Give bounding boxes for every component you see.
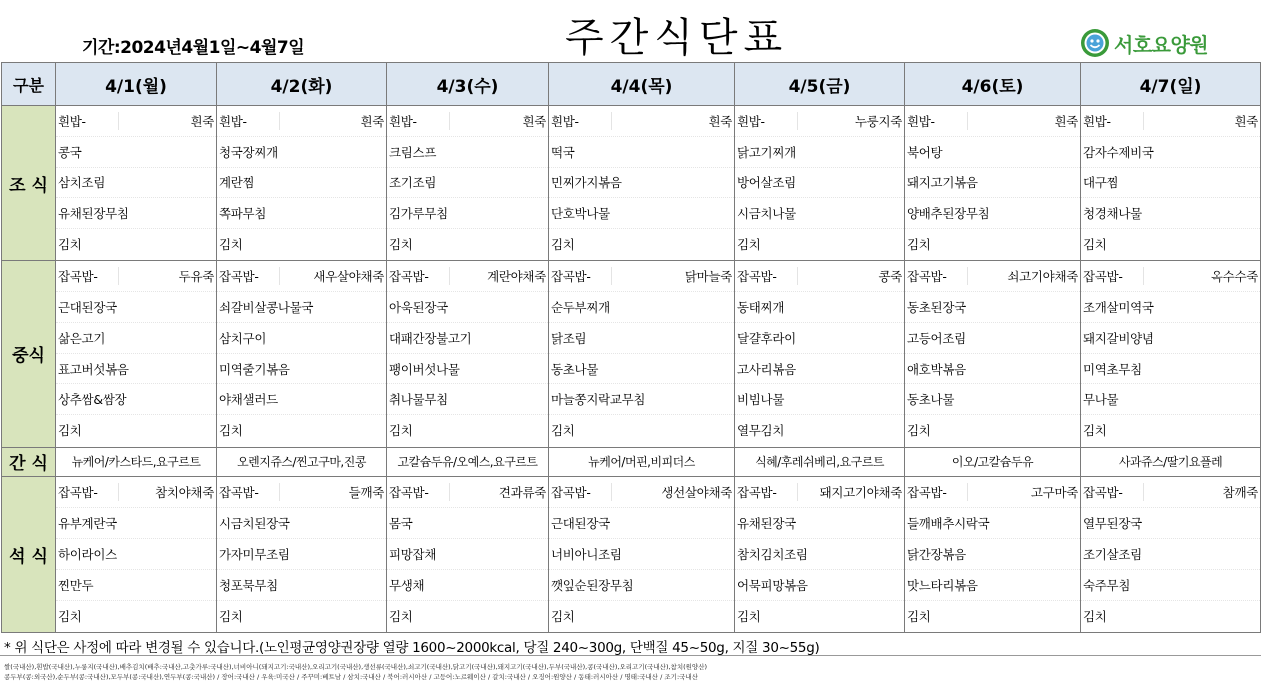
dish-item: 순두부찌개: [549, 292, 734, 323]
dish-item: 야채샐러드: [217, 384, 386, 415]
porridge-item: 견과류죽: [498, 484, 546, 500]
rice-item: 흰밥-: [551, 112, 612, 130]
dish-item: 숙주무침: [1081, 570, 1260, 601]
dish-item: 고등어조림: [905, 323, 1080, 354]
dish-item: 표고버섯볶음: [56, 354, 216, 385]
dish-item: 쪽파무침: [217, 198, 386, 229]
snack-cell: 이오/고칼슘두유: [905, 447, 1081, 476]
menu-cell: [387, 106, 549, 261]
rice-item: 잡곡밥-: [737, 267, 798, 285]
rice-porridge-row: [56, 261, 216, 292]
period-label: 기간:2024년4월1일~4월7일: [82, 38, 305, 58]
rice-item: 잡곡밥-: [551, 483, 612, 501]
dish-item: 몸국: [387, 508, 548, 539]
porridge-item: 흰죽: [360, 113, 384, 129]
menu-cell: [549, 261, 735, 447]
rice-item: 흰밥-: [389, 112, 450, 130]
weekly-menu-table: [1, 62, 1261, 633]
footnote: * 위 식단은 사정에 따라 변경될 수 있습니다.(노인평균영양권장량 열량 1600~2000kcal, 당질 240~300g, 단백질 45~50g, 지질 30~55g): [4, 640, 820, 656]
rice-item: 잡곡밥-: [389, 483, 450, 501]
dish-item: 청경채나물: [1081, 198, 1260, 229]
menu-cell: [735, 261, 905, 447]
origin-line: 콩두부(콩:외국산),순두부(콩:국내산),모두부(콩:국내산),연두부(콩:국내산) / 장어:국내산 / 우육:미국산 / 주꾸미:베트남 / 삼치:국내산 / 북어:러시아산 / 고등어:노르웨이산 / 갈치:국내산 / 오징어:원양산 / 동태:러시아산 / 명태:국내산 / 조기:국내산: [4, 673, 698, 681]
menu-cell: [387, 261, 549, 447]
rice-item: 흰밥-: [1083, 112, 1144, 130]
rice-porridge-row: [217, 477, 386, 508]
meal-label: 조 식: [2, 106, 56, 261]
rice-porridge-row: [217, 261, 386, 292]
dish-item: 시금치나물: [735, 198, 904, 229]
dish-item: 하이라이스: [56, 539, 216, 570]
menu-cell: [217, 476, 387, 632]
dish-item: 맛느타리볶음: [905, 570, 1080, 601]
dish-item: 김치: [907, 608, 931, 624]
dish-item: 김치: [737, 608, 761, 624]
dish-item: 삶은고기: [56, 323, 216, 354]
porridge-item: 콩죽: [878, 269, 902, 285]
rice-item: 잡곡밥-: [219, 267, 280, 285]
dish-item: 삼치구이: [217, 323, 386, 354]
dish-item: 김가루무침: [387, 198, 548, 229]
snack-cell: 뉴케어/머핀,비피더스: [549, 447, 735, 476]
porridge-item: 닭마늘죽: [684, 269, 732, 285]
rice-item: 잡곡밥-: [1083, 267, 1144, 285]
dish-item: 미역초무침: [1081, 354, 1260, 385]
rice-item: 잡곡밥-: [58, 483, 119, 501]
dish-item: 고사리볶음: [735, 354, 904, 385]
snack-cell: 식혜/후레쉬베리,요구르트: [735, 447, 905, 476]
menu-cell: [1081, 476, 1261, 632]
dish-item: 대구찜: [1081, 168, 1260, 199]
porridge-item: 흰죽: [1234, 113, 1258, 129]
rice-porridge-row: [735, 477, 904, 508]
rice-item: 잡곡밥-: [907, 483, 968, 501]
dish-item: 계란찜: [217, 168, 386, 199]
dish-item: 열무김치: [737, 423, 785, 439]
header-day: 4/5(금): [735, 63, 905, 106]
dish-item: 유채된장무침: [56, 198, 216, 229]
dish-item: 김치: [389, 608, 413, 624]
dish-item: 동초된장국: [905, 292, 1080, 323]
dish-item: 미역줄기볶음: [217, 354, 386, 385]
dish-item: 가자미무조림: [217, 539, 386, 570]
meal-label: 간 식: [2, 447, 56, 476]
porridge-item: 참깨죽: [1222, 484, 1258, 500]
dish-item: 근대된장국: [549, 508, 734, 539]
dish-item: 깻잎순된장무침: [549, 570, 734, 601]
dish-item: 닭간장볶음: [905, 539, 1080, 570]
meal-row-breakfast: [2, 106, 1261, 261]
rice-porridge-row: [56, 106, 216, 137]
dish-item: 김치: [389, 237, 413, 253]
header-day: 4/1(월): [56, 63, 217, 106]
rice-item: 잡곡밥-: [1083, 483, 1144, 501]
porridge-item: 계란야채죽: [487, 269, 546, 285]
porridge-item: 누룽지죽: [854, 113, 902, 129]
rice-porridge-row: [905, 106, 1080, 137]
rice-item: 흰밥-: [907, 112, 968, 130]
dish-item: 시금치된장국: [217, 508, 386, 539]
dish-item: 비빔나물: [735, 384, 904, 415]
menu-cell: [905, 261, 1081, 447]
dish-item: 아욱된장국: [387, 292, 548, 323]
rice-porridge-row: [1081, 261, 1260, 292]
dish-item: 조기살조림: [1081, 539, 1260, 570]
dish-item: 닭고기찌개: [735, 137, 904, 168]
dish-item: 청포묵무침: [217, 570, 386, 601]
rice-porridge-row: [56, 477, 216, 508]
dish-item: 김치: [58, 237, 82, 253]
porridge-item: 고구마죽: [1030, 484, 1078, 500]
snack-cell: 고칼슘두유/오예스,요구르트: [387, 447, 549, 476]
dish-item: 참치김치조림: [735, 539, 904, 570]
dish-item: 크림스프: [387, 137, 548, 168]
meal-row-lunch: [2, 261, 1261, 447]
dish-item: 돼지갈비양념: [1081, 323, 1260, 354]
header-day: 4/4(목): [549, 63, 735, 106]
rice-item: 잡곡밥-: [389, 267, 450, 285]
dish-item: 방어살조림: [735, 168, 904, 199]
dish-item: 달걀후라이: [735, 323, 904, 354]
rice-porridge-row: [387, 261, 548, 292]
dish-item: 마늘쫑지락교무침: [549, 384, 734, 415]
rice-item: 흰밥-: [219, 112, 280, 130]
dish-item: 김치: [1083, 608, 1107, 624]
divider: [0, 655, 1261, 656]
menu-cell: [56, 476, 217, 632]
dish-item: 돼지고기볶음: [905, 168, 1080, 199]
origin-info: [4, 662, 1258, 682]
rice-porridge-row: [387, 477, 548, 508]
dish-item: 양배추된장무침: [905, 198, 1080, 229]
dish-item: 청국장찌개: [217, 137, 386, 168]
rice-item: 흰밥-: [58, 112, 119, 130]
dish-item: 김치: [389, 423, 413, 439]
dish-item: 북어탕: [905, 137, 1080, 168]
rice-item: 흰밥-: [737, 112, 798, 130]
rice-item: 잡곡밥-: [551, 267, 612, 285]
rice-porridge-row: [549, 477, 734, 508]
menu-cell: [735, 476, 905, 632]
dish-item: 열무된장국: [1081, 508, 1260, 539]
dish-item: 어묵피망볶음: [735, 570, 904, 601]
dish-item: 조개살미역국: [1081, 292, 1260, 323]
dish-item: 유부계란국: [56, 508, 216, 539]
dish-item: 떡국: [549, 137, 734, 168]
rice-porridge-row: [1081, 477, 1260, 508]
snack-cell: 뉴케어/카스타드,요구르트: [56, 447, 217, 476]
menu-cell: [217, 106, 387, 261]
snack-cell: 사과쥬스/딸기요플레: [1081, 447, 1261, 476]
dish-item: 피망잡채: [387, 539, 548, 570]
porridge-item: 두유죽: [178, 269, 214, 285]
menu-cell: [905, 106, 1081, 261]
porridge-item: 흰죽: [708, 113, 732, 129]
dish-item: 콩국: [56, 137, 216, 168]
brand-name: 서호요양원: [1114, 32, 1209, 57]
dish-item: 김치: [551, 423, 575, 439]
porridge-item: 생선살야채죽: [661, 484, 732, 500]
rice-porridge-row: [735, 261, 904, 292]
meal-row-dinner: [2, 476, 1261, 632]
menu-cell: [387, 476, 549, 632]
porridge-item: 옥수수죽: [1210, 269, 1258, 285]
rice-porridge-row: [905, 261, 1080, 292]
porridge-item: 흰죽: [522, 113, 546, 129]
dish-item: 대패간장불고기: [387, 323, 548, 354]
header-category: 구분: [2, 63, 56, 106]
dish-item: 김치: [58, 423, 82, 439]
dish-item: 취나물무침: [387, 384, 548, 415]
rice-porridge-row: [549, 261, 734, 292]
dish-item: 근대된장국: [56, 292, 216, 323]
dish-item: 단호박나물: [549, 198, 734, 229]
meal-label: 중식: [2, 261, 56, 447]
porridge-item: 흰죽: [1054, 113, 1078, 129]
dish-item: 조기조림: [387, 168, 548, 199]
porridge-item: 쇠고기야채죽: [1007, 269, 1078, 285]
porridge-item: 들깨죽: [348, 484, 384, 500]
meal-label: 석 식: [2, 476, 56, 632]
dish-item: 닭조림: [549, 323, 734, 354]
dish-item: 상추쌈&쌈장: [56, 384, 216, 415]
dish-item: 김치: [1083, 237, 1107, 253]
dish-item: 김치: [737, 237, 761, 253]
dish-item: 감자수제비국: [1081, 137, 1260, 168]
menu-cell: [217, 261, 387, 447]
smiley-logo-icon: [1080, 28, 1110, 58]
menu-cell: [1081, 106, 1261, 261]
rice-porridge-row: [549, 106, 734, 137]
dish-item: 김치: [219, 237, 243, 253]
menu-cell: [905, 476, 1081, 632]
header-day: 4/6(토): [905, 63, 1081, 106]
origin-line: 쌀(국내산),흰밥(국내산),누룽지(국내산),배추김치(배추:국내산,고춧가루:국내산),너비아니(돼지고기:국내산),오리고기(국내산),생선류(국내산),쇠고기(국내산),닭고기(국내산),돼지고기(국내산),두부(국내산),콩(국내산),오리고기(국내산),참치(원양산): [4, 663, 708, 671]
dish-item: 김치: [219, 423, 243, 439]
dish-item: 찐만두: [56, 570, 216, 601]
porridge-item: 돼지고기야채죽: [819, 484, 902, 500]
menu-cell: [549, 106, 735, 261]
snack-cell: 오렌지쥬스/찐고구마,진콩: [217, 447, 387, 476]
rice-item: 잡곡밥-: [58, 267, 119, 285]
porridge-item: 새우살야채죽: [313, 269, 384, 285]
header-day: 4/2(화): [217, 63, 387, 106]
rice-porridge-row: [735, 106, 904, 137]
rice-item: 잡곡밥-: [907, 267, 968, 285]
dish-item: 팽이버섯나물: [387, 354, 548, 385]
menu-cell: [56, 261, 217, 447]
dish-item: 민찌가지볶음: [549, 168, 734, 199]
menu-cell: [549, 476, 735, 632]
dish-item: 애호박볶음: [905, 354, 1080, 385]
dish-item: 김치: [551, 608, 575, 624]
dish-item: 동초나물: [549, 354, 734, 385]
page-title: 주간식단표: [565, 15, 789, 61]
rice-porridge-row: [217, 106, 386, 137]
brand-logo: [1080, 28, 1208, 58]
rice-item: 잡곡밥-: [219, 483, 280, 501]
header-day: 4/7(일): [1081, 63, 1261, 106]
dish-item: 삼치조림: [56, 168, 216, 199]
menu-cell: [56, 106, 217, 261]
dish-item: 무나물: [1081, 384, 1260, 415]
rice-item: 잡곡밥-: [737, 483, 798, 501]
dish-item: 김치: [58, 608, 82, 624]
menu-cell: [735, 106, 905, 261]
dish-item: 김치: [907, 423, 931, 439]
dish-item: 김치: [551, 237, 575, 253]
dish-item: 무생채: [387, 570, 548, 601]
dish-item: 들깨배추시락국: [905, 508, 1080, 539]
dish-item: 유채된장국: [735, 508, 904, 539]
porridge-item: 흰죽: [190, 113, 214, 129]
rice-porridge-row: [1081, 106, 1260, 137]
dish-item: 쇠갈비살콩나물국: [217, 292, 386, 323]
dish-item: 김치: [907, 237, 931, 253]
dish-item: 김치: [219, 608, 243, 624]
dish-item: 너비아니조림: [549, 539, 734, 570]
meal-row-snack: [2, 447, 1261, 476]
menu-cell: [1081, 261, 1261, 447]
rice-porridge-row: [905, 477, 1080, 508]
rice-porridge-row: [387, 106, 548, 137]
porridge-item: 참치야채죽: [155, 484, 214, 500]
dish-item: 동태찌개: [735, 292, 904, 323]
dish-item: 동초나물: [905, 384, 1080, 415]
dish-item: 김치: [1083, 423, 1107, 439]
header-day: 4/3(수): [387, 63, 549, 106]
